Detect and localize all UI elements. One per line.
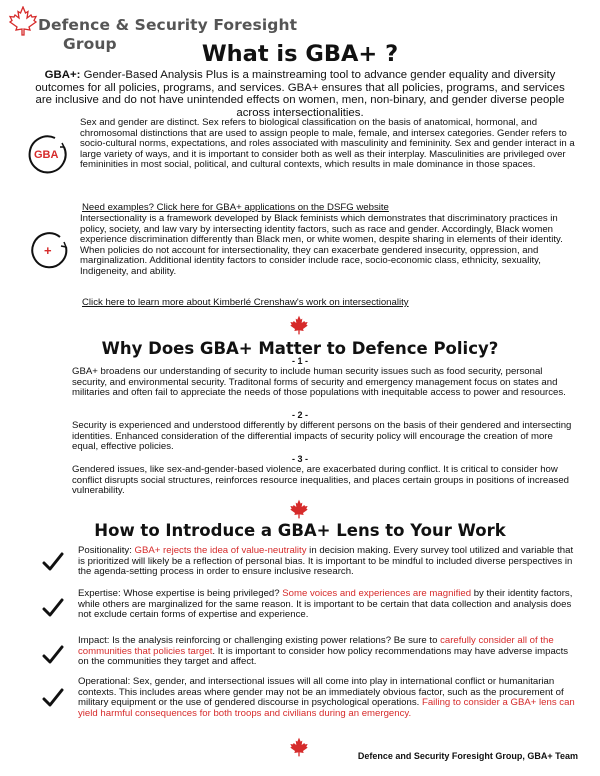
item-highlight: GBA+ rejects the idea of value-neutrality [134,545,307,556]
item-highlight: carefully consider all of the communities that policies target [78,635,554,657]
why-point: GBA+ broadens our understanding of security to include human security issues such as food security, personal security, and environmental security. Traditonal forms of security and emergency management focus on states and militaries and often fail to appreciate the needs of those populations with inequitable access to power and resources. [72,366,566,399]
logo-text-line1: Defence & Security Foresight [38,16,298,34]
maple-leaf-icon [288,315,310,335]
lens-item-expertise [78,589,580,621]
why-point: Security is experienced and understood differently by different persons on the basis of their gendered and intersecting identities. Enhanced consideration of the differential impacts of security policy will encourage the creation of more equal, effective policies. [72,420,572,453]
point-number: - 1 - [291,356,308,366]
maple-leaf-icon [288,499,310,519]
checkmark-icon [42,552,64,572]
lens-item-positionality [78,546,580,578]
item-text: in decision making. Every survey tool utilized and variable that is prioritized will likely be a reflection of personal bias. It is important to be mindful to included diverse perspectives in the agenda-setting process in order to ensure inclusive research. [78,545,574,578]
intersectionality-paragraph: Intersectionality is a framework developed by Black feminists which demonstrates that discriminatory practices in policy, society, and law vary by intersecting identity factors, such as race and gender. Accordingly, Black women experience discrimination differently than Black men, or white women, despite sharing in elements of their identity. When policies do not account for intersectionality, they can exacerbate gendered insecurity, oppression, and marginalization. Additional identity factors to consider include race, socio-economic class, ethnicity, sexuality, Indigeneity, and ability. [80,213,563,277]
lens-item-operational [78,677,580,719]
checkmark-icon [42,645,64,665]
sex-gender-paragraph: Sex and gender are distinct. Sex refers to biological classification on the basis of anatomical, hormonal, and chromosomal distinctions that are used to assign people to male, female, and intersex categories. Gender refers to socio-cultural norms, expectations, and roles associated with masculinity and femininity. Sex and gender interact in a large variety of ways, and it is important to consider both as well as their interplay. Masculinities are privileged over femininities in most social, political, and cultural contexts, which results in male dominance in those spaces. [80,117,575,171]
why-point: Gendered issues, like sex-and-gender-based violence, are exacerbated during conflict. It is critical to consider how conflict disrupts social structures, reinforces resource inequalities, and places certain groups in positions of increased vulnerability. [72,464,569,497]
lens-item-impact [78,636,580,668]
item-text: . It is important to consider how policy recommendations may have adverse impacts on the communities they target and affect. [78,645,569,668]
intro-text: Gender-Based Analysis Plus is a mainstreaming tool to advance gender equality and diversity outcomes for all policies, programs, and services. GBA+ ensures that all policies, programs, and services are inclusive and do not have unintended effects on women, men, non-binary, and gender diverse people across intersectionalities. [35,69,565,119]
gba-circle-icon [26,133,70,182]
plus-circle-icon [28,229,72,278]
maple-leaf-icon [8,6,38,36]
item-text: Positionality: [78,545,135,556]
footer-credit: Defence and Security Foresight Group, GBA+ Team [357,751,578,761]
point-number: - 2 - [291,410,308,420]
maple-leaf-icon [288,737,310,757]
logo-text-line2: Group [63,35,117,53]
crenshaw-link[interactable]: Click here to learn more about Kimberlé Crenshaw's work on intersectionality [82,297,409,308]
item-text: by their identity factors, while others are marginalized for the same reason. It is important to be certain that data collection and analysis does not exclude certain forms of expertise and experience. [78,588,573,621]
item-text: Impact: Is the analysis reinforcing or challenging existing power relations? Be sure to [78,635,441,646]
point-number: - 3 - [291,454,308,464]
intro-paragraph [28,69,572,119]
gba-icon-label: GBA [34,149,59,161]
plus-icon-label: + [44,243,52,258]
item-text: Expertise: Whose expertise is being privileged? [78,588,283,599]
intro-term: GBA+: [44,69,81,81]
why-heading: Why Does GBA+ Matter to Defence Policy? [101,339,499,358]
page-title: What is GBA+ ? [201,41,399,67]
how-heading: How to Introduce a GBA+ Lens to Your Work [94,521,506,540]
item-highlight: Some voices and experiences are magnified [282,588,472,599]
item-text: Operational: Sex, gender, and intersectional issues will all come into play in international conflict or humanitarian contexts. This includes areas where gender may not be an immediately obvious factor, such as the procurement of military equipment or the use of gendered discourse in psychological operations. [78,676,564,709]
item-highlight: Failing to consider a GBA+ lens can yield harmful consequences for both troops and civilians during an emergency. [78,697,575,719]
checkmark-icon [42,598,64,618]
checkmark-icon [42,688,64,708]
dsfg-examples-link[interactable]: Need examples? Click here for GBA+ applications on the DSFG website [82,202,389,213]
